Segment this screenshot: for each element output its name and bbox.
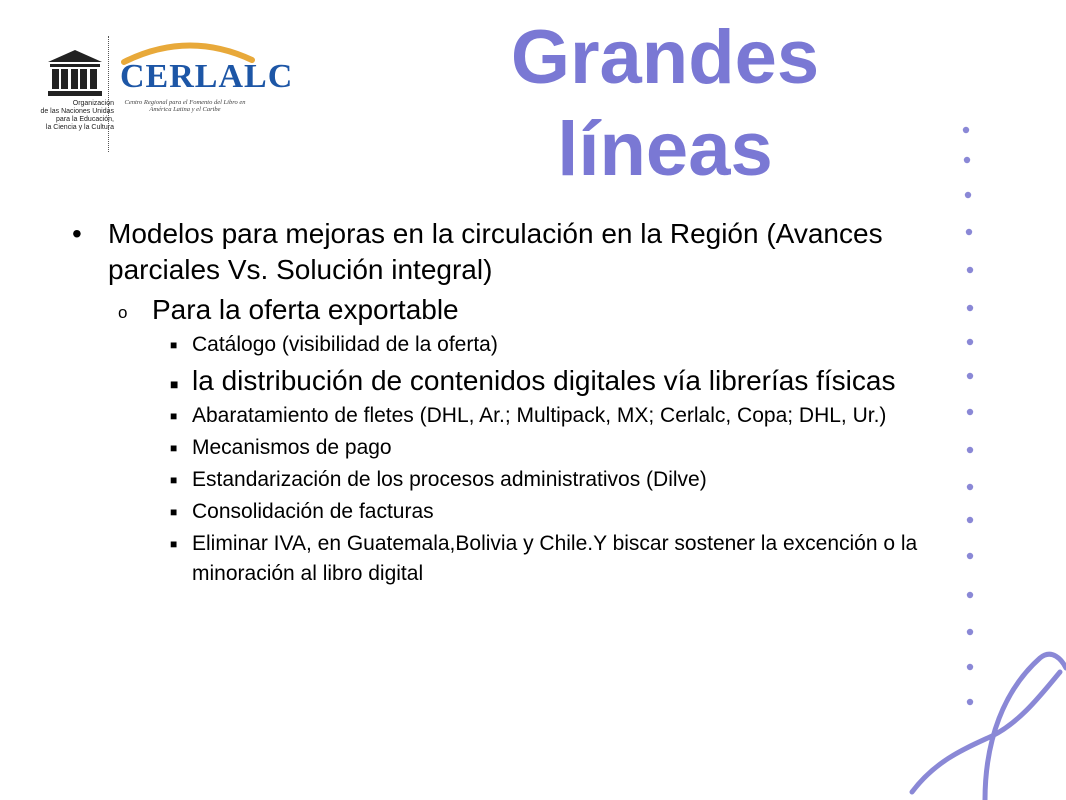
list-item-text: Estandarización de los procesos administrativos (Dilve) bbox=[192, 468, 707, 491]
title-line-2: líneas bbox=[557, 107, 773, 192]
square-bullet-marker: ■ bbox=[170, 473, 178, 487]
title-line-1: Grandes bbox=[510, 15, 820, 100]
list-item-text: Catálogo (visibilidad de la oferta) bbox=[192, 333, 498, 356]
square-bullet-marker: ■ bbox=[170, 441, 178, 455]
cerlalc-tagline: Centro Regional para el Fomento del Libro en América Latina y el Caribe bbox=[124, 99, 246, 113]
square-bullet-marker: ■ bbox=[170, 409, 178, 423]
list-item-text: la distribución de contenidos digitales vía librerías físicas bbox=[192, 365, 896, 396]
cerlalc-wordmark: CERLALC bbox=[120, 58, 294, 95]
list-item-text: Eliminar IVA, en Guatemala,Bolivia y Chile.Y biscar sostener la excención o la minoración al libro digital bbox=[192, 532, 918, 585]
bullet-text: Modelos para mejoras en la circulación en la Región (Avances parciales Vs. Solución integral) bbox=[108, 218, 883, 285]
unesco-caption-line: de las Naciones Unidas bbox=[40, 108, 114, 115]
list-item-text: Mecanismos de pago bbox=[192, 436, 392, 459]
list-item-text: Consolidación de facturas bbox=[192, 500, 434, 523]
square-bullet-marker: ■ bbox=[170, 537, 178, 551]
bullet-marker: • bbox=[72, 218, 82, 249]
sub-bullet-text: Para la oferta exportable bbox=[152, 294, 459, 325]
list-item-text: Abaratamiento de fletes (DHL, Ar.; Multipack, MX; Cerlalc, Copa; DHL, Ur.) bbox=[192, 404, 887, 427]
square-bullet-marker: ■ bbox=[170, 338, 178, 352]
square-bullet-marker: ■ bbox=[170, 505, 178, 519]
square-bullet-marker: ■ bbox=[170, 376, 179, 392]
unesco-caption-line: la Ciencia y la Cultura bbox=[45, 124, 114, 131]
unesco-caption-line: para la Educación, bbox=[56, 116, 114, 123]
sub-bullet-marker: o bbox=[118, 303, 128, 322]
unesco-caption-line: Organización bbox=[72, 100, 114, 107]
